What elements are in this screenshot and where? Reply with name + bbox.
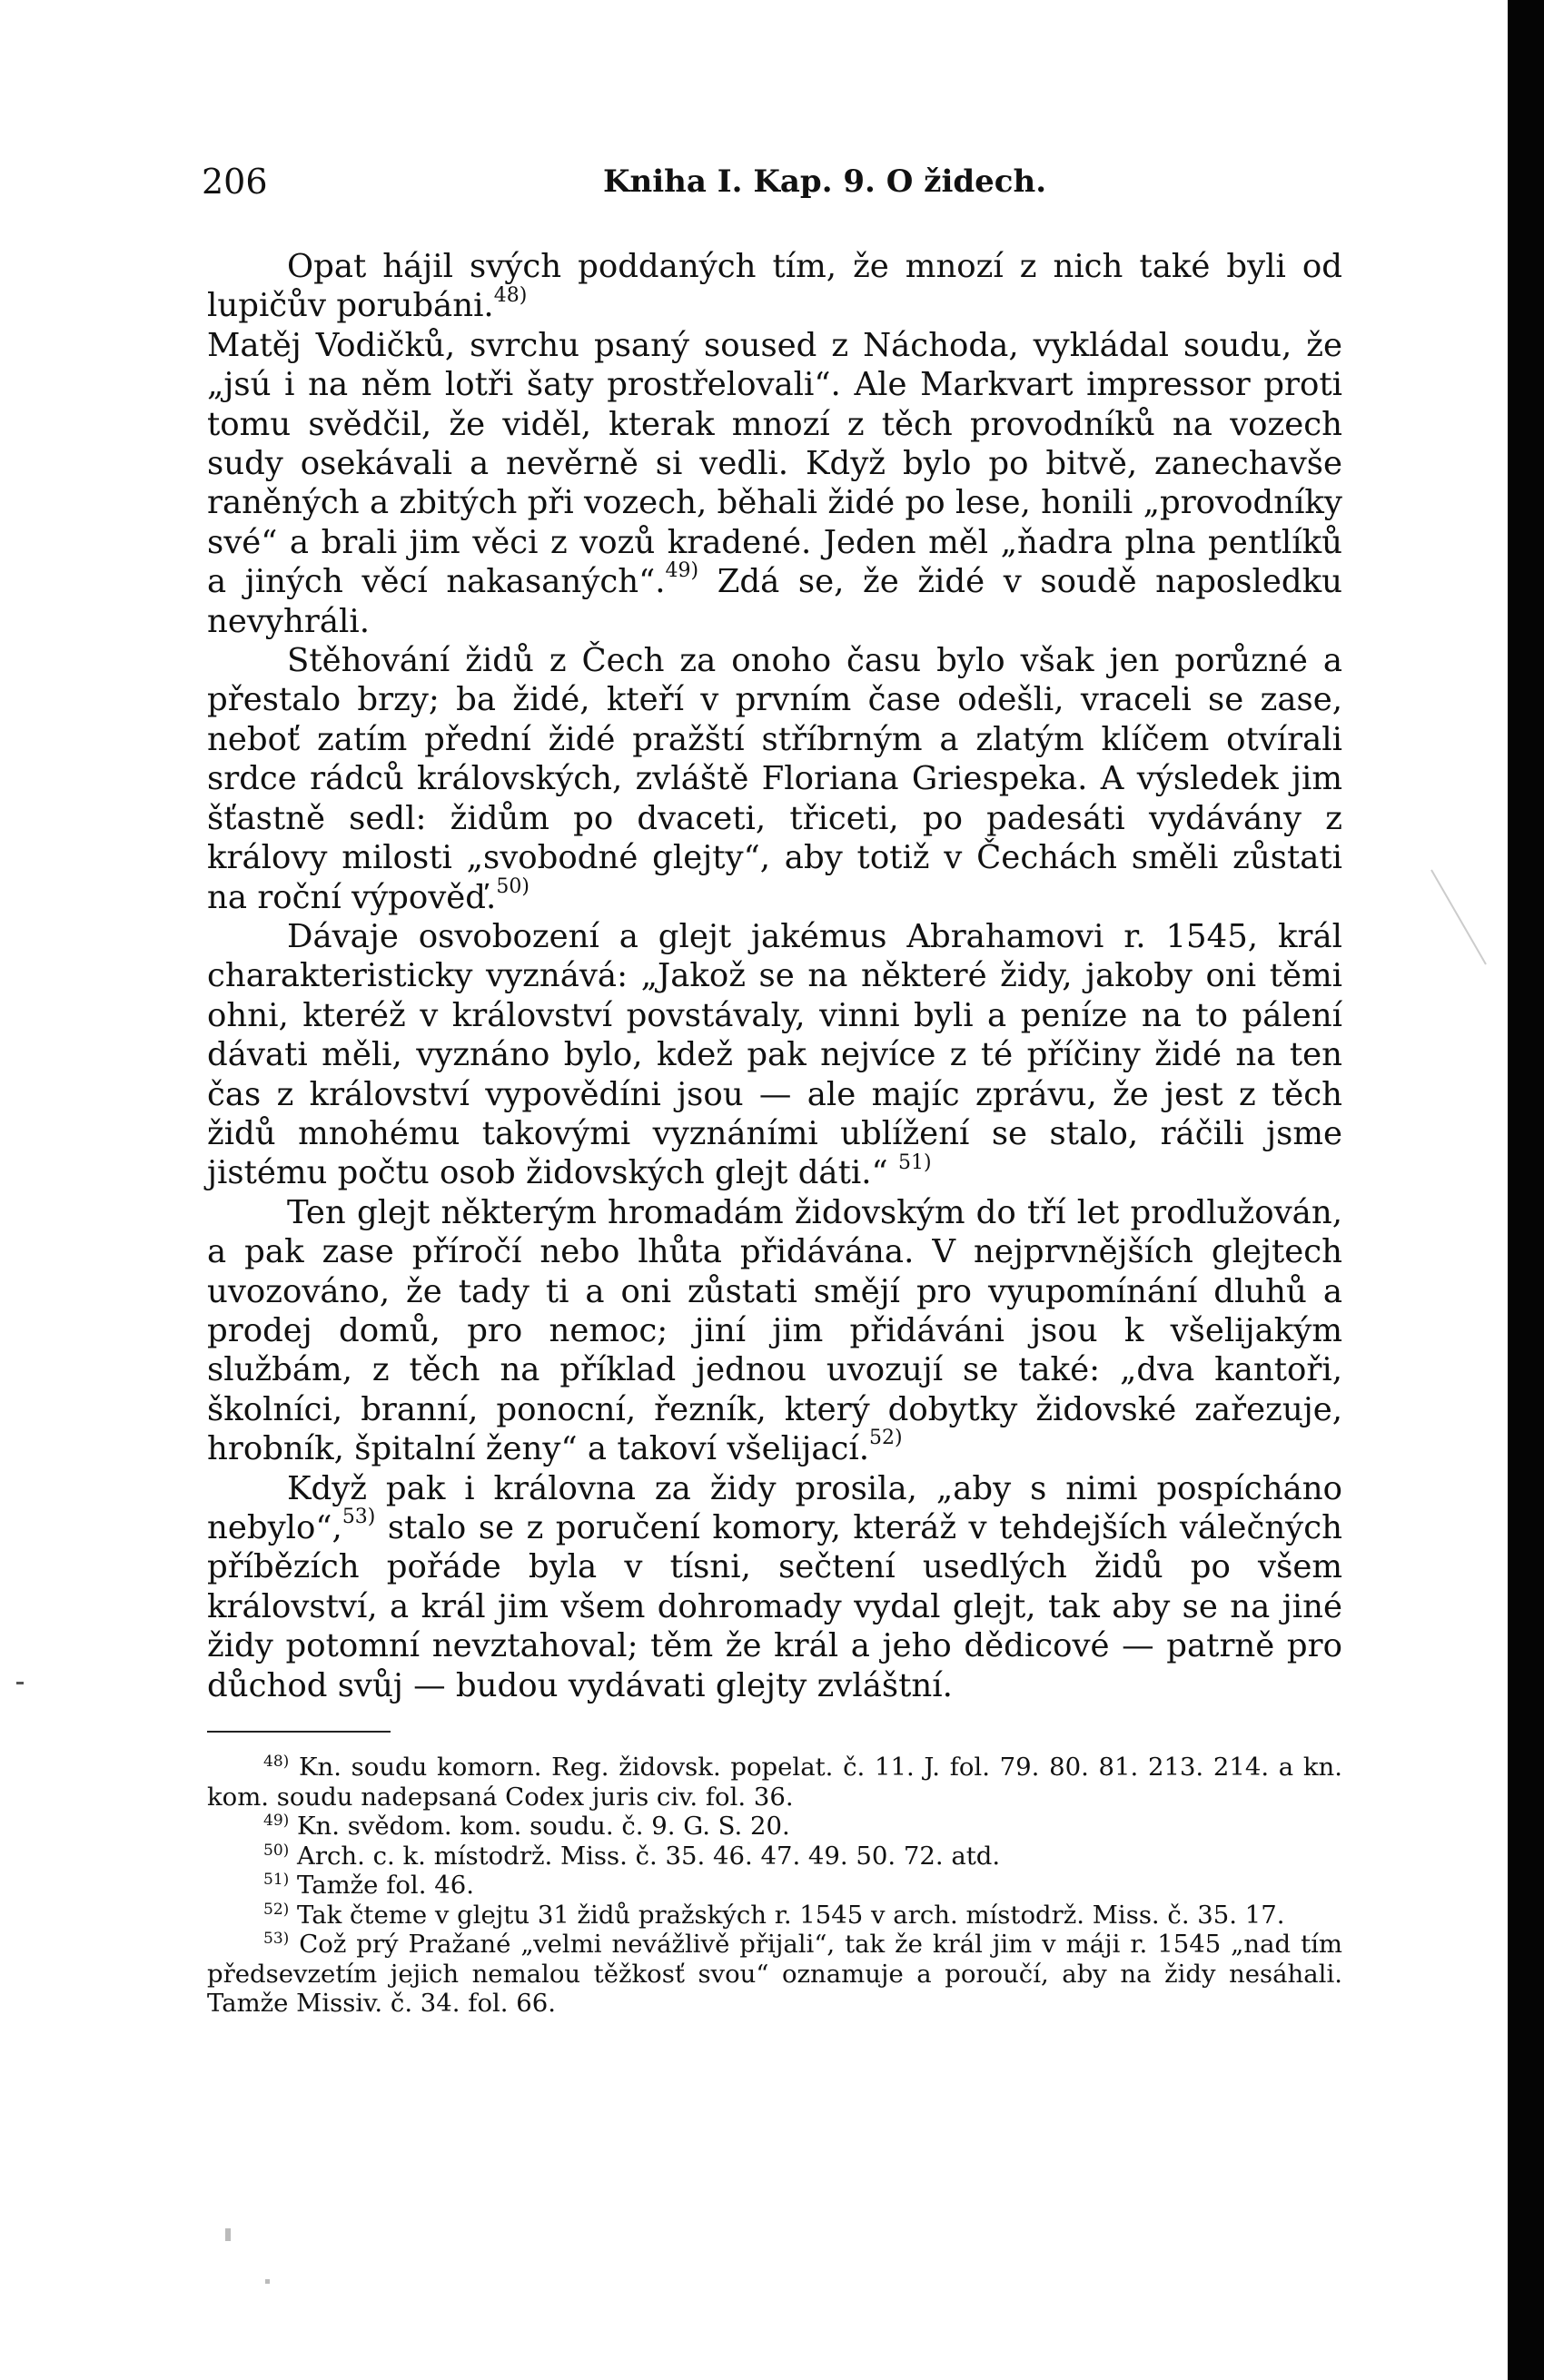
footnote-49 [207,1812,1342,1842]
footnote-ref-53[interactable]: 53) [341,1506,376,1529]
scan-speck [265,2279,270,2284]
paragraph-5 [207,1193,1342,1469]
footnote-53 [207,1930,1342,2019]
footnote-mark: 49) [263,1811,290,1830]
footnote-divider [207,1731,391,1733]
footnote-ref-52[interactable]: 52) [869,1427,903,1450]
paragraph-2 [207,326,1342,641]
footnote-text: Kn. svědom. kom. soudu. č. 9. G. S. 20. [289,1812,790,1841]
scan-speck [225,2228,231,2241]
footnote-50 [207,1842,1342,1871]
footnote-ref-50[interactable]: 50) [496,874,530,898]
paragraph-text: Opat hájil svých poddaných tím, že mnozí z nich také byli od lupičův porubáni. [207,248,1342,325]
footnote-mark: 50) [263,1841,290,1860]
footnote-mark: 53) [263,1929,290,1948]
footnote-ref-49[interactable]: 49) [665,559,699,583]
footnote-text: Tamže fol. 46. [289,1871,474,1900]
footnote-ref-48[interactable]: 48) [493,283,528,307]
scan-speck [16,1682,24,1684]
footnote-mark: 48) [263,1752,290,1771]
paragraph-text: Ten glejt některým hromadám židovským do tří let prodlužován, a pak zase příročí nebo lhůta přidávána. V nejprvnějších glejtech uvozováno, že tady ti a oni zůstati smějí pro vyupomínání dluhů a prodej domů, pro nemoc; jiní jim přidáváni jsou k všelijakým službám, z těch na příklad jednou uvozují se také: „dva kantoři, školníci, branní, ponocní, řezník, který dobytky židovské zařezuje, hrobník, špitalní ženy“ a takoví všelijací. [207,1193,1342,1468]
paragraph-text: Dávaje osvobození a glejt jakémus Abrahamovi r. 1545, král charakteristicky vyznává: „Jakož se na některé židy, jakoby oni těmi ohni, kteréž v království povstávaly, vinni byli a peníze na to pálení dávati měli, vyznáno bylo, kdež pak nejvíce z té příčiny židé na ten čas z království vypovědíni jsou — ale majíc zprávu, že jest z těch židů mnohému takovými vyznáními ublížení se stalo, ráčili jsme jistému počtu osob židovských glejt dáti.“ [207,917,1342,1192]
page-header [202,159,1328,204]
paragraph-text: stalo se z poručení komory, kteráž v tehdejších válečných příbězích pořáde byla v tísni, sečtení usedlých židů po všem království, a král jim všem dohromady vydal glejt, tak aby se na jiné židy potomní nevztahoval; těm že král a jeho dědicové — patrně pro důchod svůj — budou vydávati glejty zvláštní. [207,1509,1342,1704]
footnote-text: Tak čteme v glejtu 31 židů pražských r. 1545 v arch. místodrž. Miss. č. 35. 17. [289,1900,1285,1930]
footnote-48 [207,1753,1342,1812]
paragraph-3 [207,641,1342,917]
paragraph-text: Zdá se, že židé v soudě naposledku nevyhráli. [207,563,1342,640]
paragraph-text: Stěhování židů z Čech za onoho času bylo však jen porůzné a přestalo brzy; ba židé, kteří v prvním čase odešli, vraceli se zase, neboť zatím přední židé pražští stříbrným a zlatým klíčem otvírali srdce rádců královských, zvláště Floriana Griespeka. A výsledek jim šťastně sedl: židům po dvaceti, třiceti, po padesáti vydávány z královy milosti „svobodné glejty“, aby totiž v Čechách směli zůstati na roční výpověď. [207,642,1342,916]
paragraph-text: Když pak i královna za židy prosila, „aby s nimi pospícháno nebylo“, [207,1469,1342,1546]
footnote-text: Arch. c. k. místodrž. Miss. č. 35. 46. 47. 49. 50. 72. atd. [289,1841,1001,1871]
paragraph-text: Matěj Vodičků, svrchu psaný soused z Náchoda, vykládal soudu, že „jsú i na něm lotři šaty prostřelovali“. Ale Markvart impressor proti tomu svědčil, že viděl, kterak mnozí z těch provodníků na vozech sudy osekávali a nevěrně si vedli. Když bylo po bitvě, zanechavše raněných a zbitých při vozech, běhali židé po lese, honili „provodníky své“ a brali jim věci z vozů kradené. Jeden měl „ňadra plna pentlíků a jiných věcí nakasaných“. [207,326,1342,601]
body-text [207,247,1342,1705]
footnote-mark: 51) [263,1870,290,1889]
footnotes [207,1753,1342,2019]
running-title: Kniha I. Kap. 9. O židech. [603,163,1047,200]
footnote-mark: 52) [263,1900,290,1919]
footnote-text: Což prý Pražané „velmi nevážlivě přijali“, tak že král jim v máji r. 1545 „nad tím předsevzetím jejich nemalou těžkosť svou“ oznamuje a poroučí, aby na židy nesáhali. Tamže Missiv. č. 34. fol. 66. [207,1930,1342,2018]
footnote-52 [207,1901,1342,1931]
paragraph-4 [207,917,1342,1193]
footnote-51 [207,1871,1342,1901]
paragraph-6 [207,1469,1342,1705]
scan-speck [1430,870,1487,965]
footnote-ref-51[interactable]: 51) [897,1150,932,1174]
page-number: 206 [202,162,268,202]
paragraph-1 [207,247,1342,326]
footnote-text: Kn. soudu komorn. Reg. židovsk. popelat. č. 11. J. fol. 79. 80. 81. 213. 214. a kn. kom. soudu nadepsaná Codex juris civ. fol. 36. [207,1753,1342,1812]
